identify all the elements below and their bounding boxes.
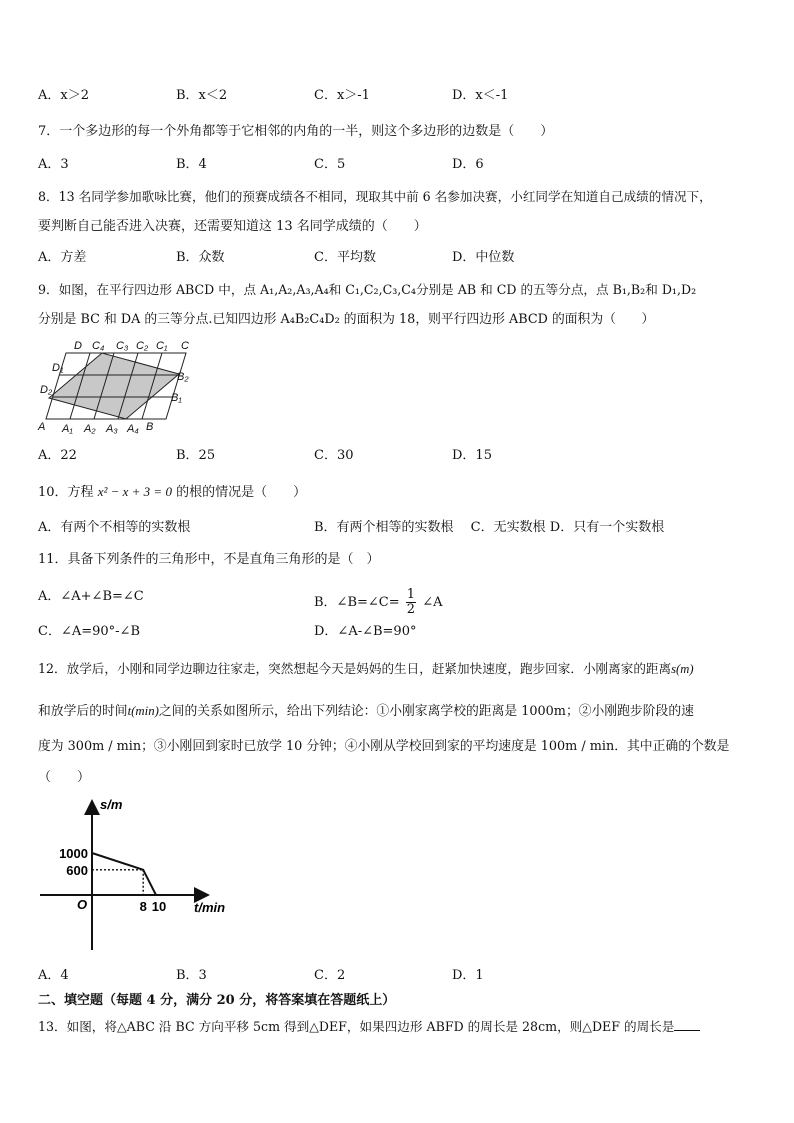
data-point-1 [142,869,144,871]
q10-stem-prefix: 10．方程 [38,485,94,500]
q12-option-b: B．3 [176,968,207,983]
q11-fraction-numerator: 1 [406,587,416,602]
y-tick-600: 600 [66,862,88,878]
x-axis-label: t/min [194,900,226,915]
q12-line1-text: 12．放学后，小刚和同学边聊边往家走，突然想起今天是妈妈的生日，赶紧加快速度，跑步回家．小刚离家的距离 [38,661,672,676]
q8-option-a: A．方差 [38,250,87,265]
q8-option-b: B．众数 [176,250,225,265]
q11-stem: 11．具备下列条件的三角形中，不是直角三角形的是（ ） [38,552,380,567]
label-a3: A₃ [106,423,118,435]
q6-option-a: A．x＞2 [38,88,89,103]
q13-stem-text: 13．如图，将△ABC 沿 BC 方向平移 5cm 得到△DEF，如果四边形 ABFD 的周长是 28cm，则△DEF 的周长是 [38,1019,675,1034]
q12-line2 [38,702,694,721]
q10-options-bcd: B．有两个相等的实数根 C．无实数根 D．只有一个实数根 [314,520,665,535]
q9-option-a: A．22 [38,448,77,463]
y-axis-label: s/m [100,797,123,812]
series-line [92,853,156,895]
q12-line4: （ ） [38,770,91,785]
distance-time-chart [36,795,246,955]
label-b1: B₁ [171,392,182,404]
q7-option-d: D．6 [452,157,484,172]
data-point-2 [155,894,157,896]
q11-fraction-denominator: 2 [406,602,416,617]
q11-option-b-text: B．∠B=∠C= [314,595,400,610]
label-b2: B₂ [177,371,189,383]
q11-fraction [406,588,416,617]
data-point-0 [91,852,93,854]
q8-stem-line1: 8．13 名同学参加歌咏比赛，他们的预赛成绩各不相同，现取其中前 6 名参加决赛，小红同学在知道自己成绩的情况下， [38,189,712,204]
q13-stem [38,1018,700,1036]
label-a1: A₁ [62,423,73,435]
q6-option-b: B．x＜2 [176,88,228,103]
q12-line2-suffix: 之间的关系如图所示，给出下列结论：①小刚家离学校的距离是 1000m；②小刚跑步阶段的速 [158,704,694,719]
q10-option-a: A．有两个不相等的实数根 [38,520,191,535]
q10-stem-suffix: 的根的情况是（ ） [176,485,307,500]
label-a2: A₂ [84,423,96,435]
label-a: A [38,421,46,433]
q10-equation: x² − x + 3 = 0 [97,484,172,499]
q10-stem [38,483,306,502]
q7-stem: 7．一个多边形的每一个外角都等于它相邻的内角的一半，则这个多边形的边数是（ ） [38,124,554,139]
parallelogram-figure [36,336,198,436]
q12-line1-math: s(m) [671,662,694,676]
label-c: C [181,340,189,352]
x-tick-8: 8 [139,899,147,914]
label-b: B [146,421,154,433]
q13-answer-blank [674,1018,700,1031]
q9-option-b: B．25 [176,448,216,463]
label-a4: A₄ [127,423,139,435]
section-2-title: 二、填空题（每题 4 分，满分 20 分，将答案填在答题纸上） [38,993,396,1008]
label-c2: C₂ [136,340,149,352]
origin-label: O [77,897,88,912]
q9-stem-line2: 分别是 BC 和 DA 的三等分点.已知四边形 A₄B₂C₄D₂ 的面积为 18，则平行四边形 ABCD 的面积为（ ） [38,312,655,327]
q9-option-d: D．15 [452,448,492,463]
q9-stem-line1: 9．如图，在平行四边形 ABCD 中，点 A₁,A₂,A₃,A₄和 C₁,C₂,C₃,C₄分别是 AB 和 CD 的五等分点，点 B₁,B₂和 D₁,D₂ [38,282,697,297]
q8-option-d: D．中位数 [452,250,515,265]
q12-option-d: D．1 [452,968,484,983]
q11-option-d: D．∠A-∠B=90° [314,624,417,639]
label-c1: C₁ [156,340,168,352]
label-d: D [74,340,82,352]
q11-option-c: C．∠A=90°-∠B [38,624,141,639]
q11-option-b-tail: ∠A [422,595,443,610]
x-tick-10: 10 [151,899,167,914]
label-d1: D₁ [52,362,64,374]
y-tick-1000: 1000 [59,846,88,861]
label-c4: C₄ [92,340,105,352]
label-d2: D₂ [40,384,53,396]
q7-option-b: B．4 [176,157,207,172]
label-c3: C₃ [116,340,129,352]
q6-option-d: D．x＜-1 [452,88,509,103]
q12-line3: 度为 300m / min；③小刚回到家时已放学 10 分钟；④小刚从学校回到家的平均速度是 100m / min．其中正确的个数是 [38,739,730,754]
q9-option-c: C．30 [314,448,354,463]
q7-option-c: C．5 [314,157,346,172]
q12-line1 [38,660,694,678]
q11-option-a: A．∠A+∠B=∠C [38,589,144,604]
q8-option-c: C．平均数 [314,250,376,265]
q6-option-c: C．x＞-1 [314,88,370,103]
q11-option-b [314,588,442,617]
q12-option-c: C．2 [314,968,346,983]
q7-option-a: A．3 [38,157,69,172]
q8-stem-line2: 要判断自己能否进入决赛，还需要知道这 13 名同学成绩的（ ） [38,219,427,234]
q12-line2-math: t(min) [127,704,159,718]
q12-option-a: A．4 [38,968,69,983]
q12-line2-prefix: 和放学后的时间 [38,704,128,719]
